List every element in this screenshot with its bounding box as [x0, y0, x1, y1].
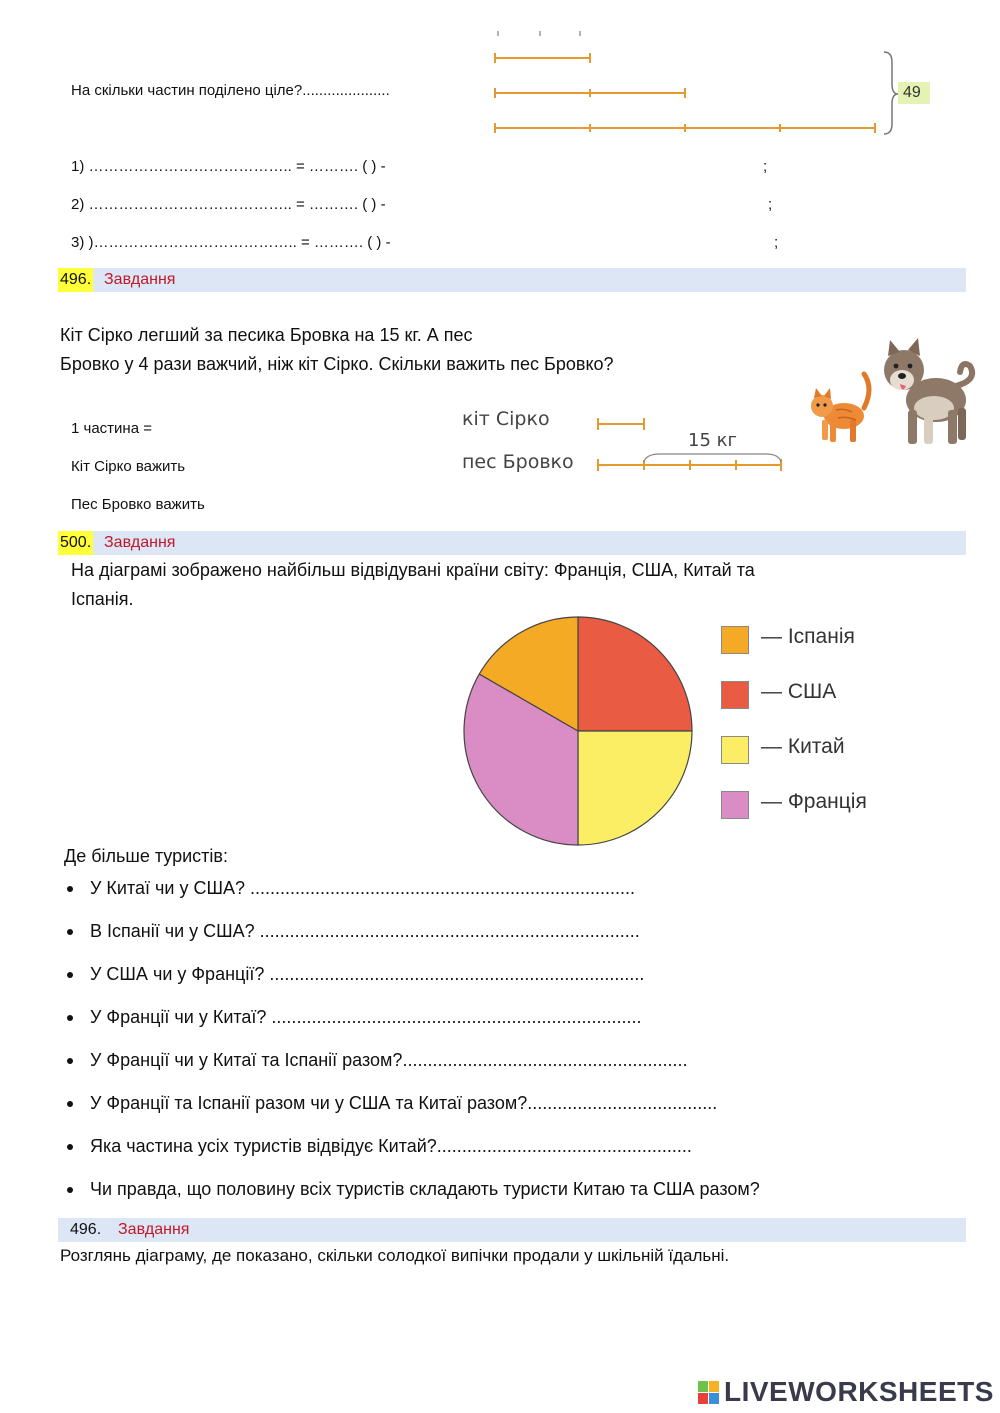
task-header-496 [58, 268, 966, 292]
liveworksheets-logo-icon [698, 1381, 720, 1405]
answer-row-3-end: ; [774, 234, 779, 251]
pie-chart [456, 609, 700, 853]
question-item [62, 915, 760, 958]
task-header-500 [58, 531, 966, 555]
question-text: Яка частина усіх туристів відвідує Китай?................................................... [90, 1136, 692, 1156]
legend-label: — США [761, 680, 837, 703]
legend-swatch [721, 681, 749, 709]
legend-label: — Франція [761, 790, 867, 813]
question-item [62, 1044, 760, 1087]
total-value: 49 [903, 84, 921, 101]
legend-label: — Іспанія [761, 625, 855, 648]
problem-text-line-2: Бровко у 4 рази важчий, ніж кіт Сірко. Скільки важить пес Бровко? [60, 354, 614, 374]
task-label: Завдання [104, 271, 176, 288]
task-number: 496. [58, 268, 93, 292]
bullet-icon [67, 1101, 73, 1107]
question-item [62, 1087, 760, 1130]
parts-question: На скільки частин поділено ціле?..................... [71, 82, 390, 99]
cat-weight-question: Кіт Сірко важить [71, 458, 186, 475]
tourists-question-title: Де більше туристів: [64, 846, 228, 866]
bakery-task-text: Розглянь діаграму, де показано, скільки солодкої випічки продали у шкільній їдальні. [60, 1246, 730, 1265]
question-text: В Іспанії чи у США? ............................................................................ [90, 921, 640, 941]
question-item [62, 958, 760, 1001]
bullet-icon [67, 1144, 73, 1150]
question-text: У Китаї чи у США? ............................................................................. [90, 878, 636, 898]
task-header-496-bakery [58, 1218, 966, 1242]
answer-row-1: 1) ………………………………….. = ………. ( ) - [71, 158, 386, 175]
segment-diagram [480, 28, 950, 140]
legend-label: — Китай [761, 735, 845, 758]
bullet-icon [67, 1187, 73, 1193]
bullet-icon [67, 972, 73, 978]
question-text: У Франції чи у Китаї та Іспанії разом?......................................................... [90, 1050, 688, 1070]
question-item [62, 1001, 760, 1044]
question-text: У Франції чи у Китаї? .......................................................................... [90, 1007, 642, 1027]
legend-swatch [721, 791, 749, 819]
task-number: 496. [70, 1221, 102, 1238]
diagram-label-kg: 15 кг [688, 430, 737, 451]
chart-intro-line-2: Іспанія. [71, 589, 134, 609]
legend-swatch [721, 736, 749, 764]
question-text: У США чи у Франції? ........................................................................... [90, 964, 645, 984]
answer-row-2-end: ; [768, 196, 773, 213]
diagram-label-dog: пес Бровко [462, 451, 574, 473]
problem-text-line-1: Кіт Сірко легший за песика Бровка на 15 кг. А пес [60, 325, 473, 345]
chart-intro-line-1: На діаграмі зображено найбільш відвідувані країни світу: Франція, США, Китай та [71, 560, 755, 580]
pie-slice [578, 617, 692, 731]
dog-illustration [874, 336, 980, 450]
task-number: 500. [58, 531, 93, 555]
bullet-icon [67, 1015, 73, 1021]
liveworksheets-watermark: LIVEWORKSHEETS [724, 1376, 994, 1407]
bullet-icon [67, 1058, 73, 1064]
weight-diagram [590, 410, 790, 474]
task-label: Завдання [118, 1221, 190, 1238]
question-text: Чи правда, що половину всіх туристів складають туристи Китаю та США разом? [90, 1179, 760, 1199]
one-part-question: 1 частина = [71, 420, 152, 437]
question-item [62, 1130, 760, 1173]
question-item [62, 1173, 760, 1216]
bullet-icon [67, 929, 73, 935]
answer-row-3: 3) )………………………………….. = ………. ( ) - [71, 234, 391, 251]
question-list [62, 872, 760, 1216]
question-item [62, 872, 760, 915]
legend-swatch [721, 626, 749, 654]
bullet-icon [67, 886, 73, 892]
question-text: У Франції та Іспанії разом чи у США та Китаї разом?...................................... [90, 1093, 718, 1113]
pie-slice [578, 731, 692, 845]
cat-illustration [806, 368, 874, 446]
answer-row-2: 2) ………………………………….. = ………. ( ) - [71, 196, 386, 213]
task-label: Завдання [104, 534, 176, 551]
answer-row-1-end: ; [763, 158, 768, 175]
dog-weight-question: Пес Бровко важить [71, 496, 205, 513]
diagram-label-cat: кіт Сірко [462, 408, 550, 430]
